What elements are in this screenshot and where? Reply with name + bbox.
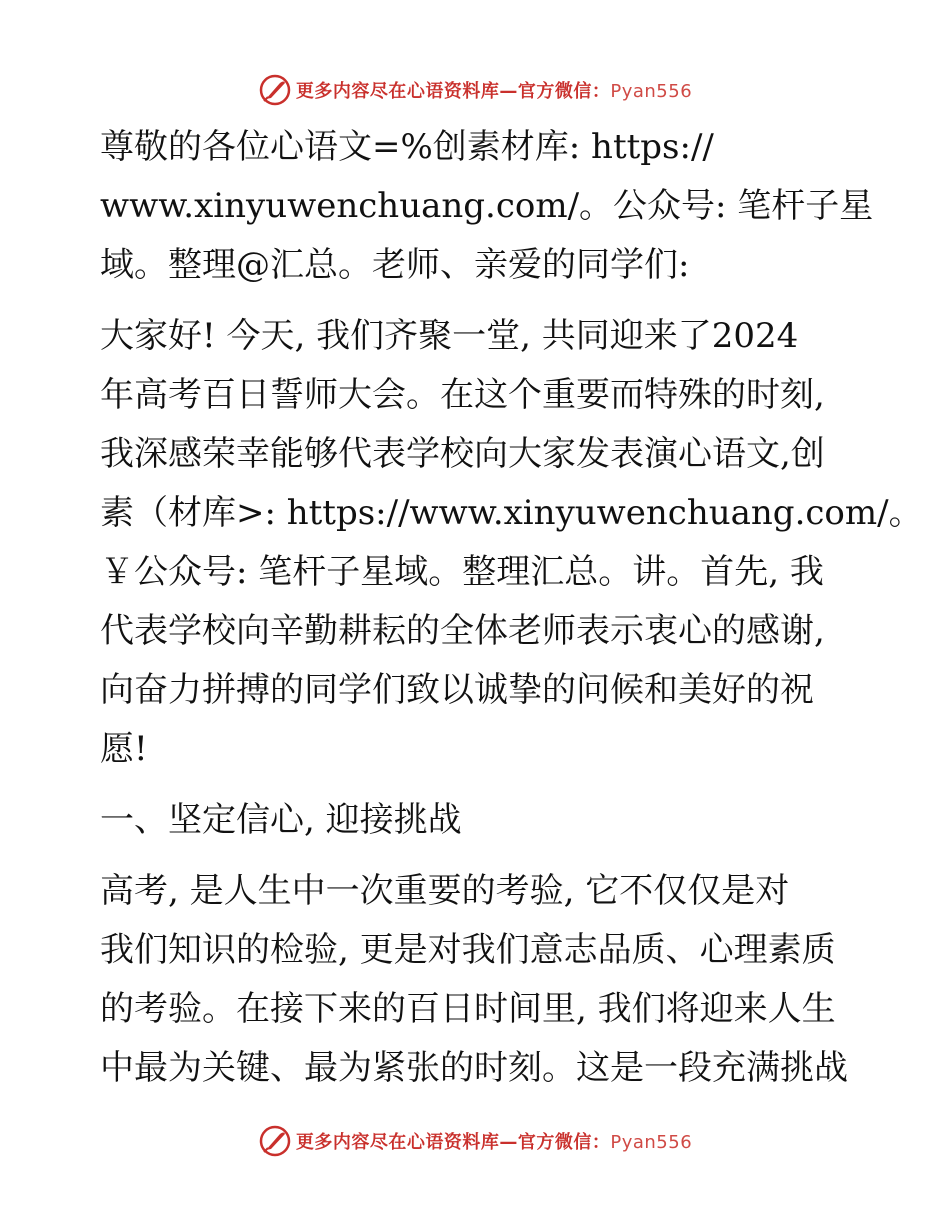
text-line: 大家好! 今天, 我们齐聚一堂, 共同迎来了2024 — [100, 316, 799, 356]
text-line: 向奋力拼搏的同学们致以诚挚的问候和美好的祝 — [100, 670, 814, 710]
footer-wechat-id: Pyan556 — [610, 1132, 693, 1153]
text-line: 尊敬的各位心语文=%创素材库: https:// — [100, 127, 714, 167]
heading-line: 一、坚定信心, 迎接挑战 — [100, 800, 462, 840]
section-heading — [100, 791, 860, 850]
paragraph-section-one — [100, 862, 860, 1098]
header-banner-text: 更多内容尽在心语资料库—官方微信：Pyan556 — [295, 81, 693, 102]
paragraph-opening — [100, 307, 923, 779]
text-line: 素（材库>: https://www.xinyuwenchuang.com/。 — [100, 493, 923, 533]
text-line: www.xinyuwenchuang.com/。公众号: 笔杆子星 — [100, 186, 874, 226]
text-line: 愿! — [100, 729, 148, 769]
footer-banner — [0, 1121, 950, 1161]
text-line: 代表学校向辛勤耕耘的全体老师表示衷心的感谢, — [100, 611, 825, 651]
header-banner — [0, 70, 950, 110]
text-line: 的考验。在接下来的百日时间里, 我们将迎来人生 — [100, 989, 836, 1029]
text-line: 我深感荣幸能够代表学校向大家发表演心语文,创 — [100, 434, 825, 474]
text-line: 高考, 是人生中一次重要的考验, 它不仅仅是对 — [100, 871, 790, 911]
pen-logo-icon — [258, 73, 292, 107]
header-wechat-id: Pyan556 — [610, 81, 693, 102]
text-line: 中最为关键、最为紧张的时刻。这是一段充满挑战 — [100, 1048, 848, 1088]
document-body — [100, 118, 923, 1110]
text-line: 年高考百日誓师大会。在这个重要而特殊的时刻, — [100, 375, 825, 415]
text-line: 域。整理@汇总。老师、亲爱的同学们: — [100, 245, 690, 285]
footer-banner-text: 更多内容尽在心语资料库—官方微信：Pyan556 — [295, 1132, 693, 1153]
text-line: 我们知识的检验, 更是对我们意志品质、心理素质 — [100, 930, 836, 970]
paragraph-greeting — [100, 118, 874, 295]
pen-logo-icon — [258, 1124, 292, 1158]
text-line: ￥公众号: 笔杆子星域。整理汇总。讲。首先, 我 — [100, 552, 824, 592]
